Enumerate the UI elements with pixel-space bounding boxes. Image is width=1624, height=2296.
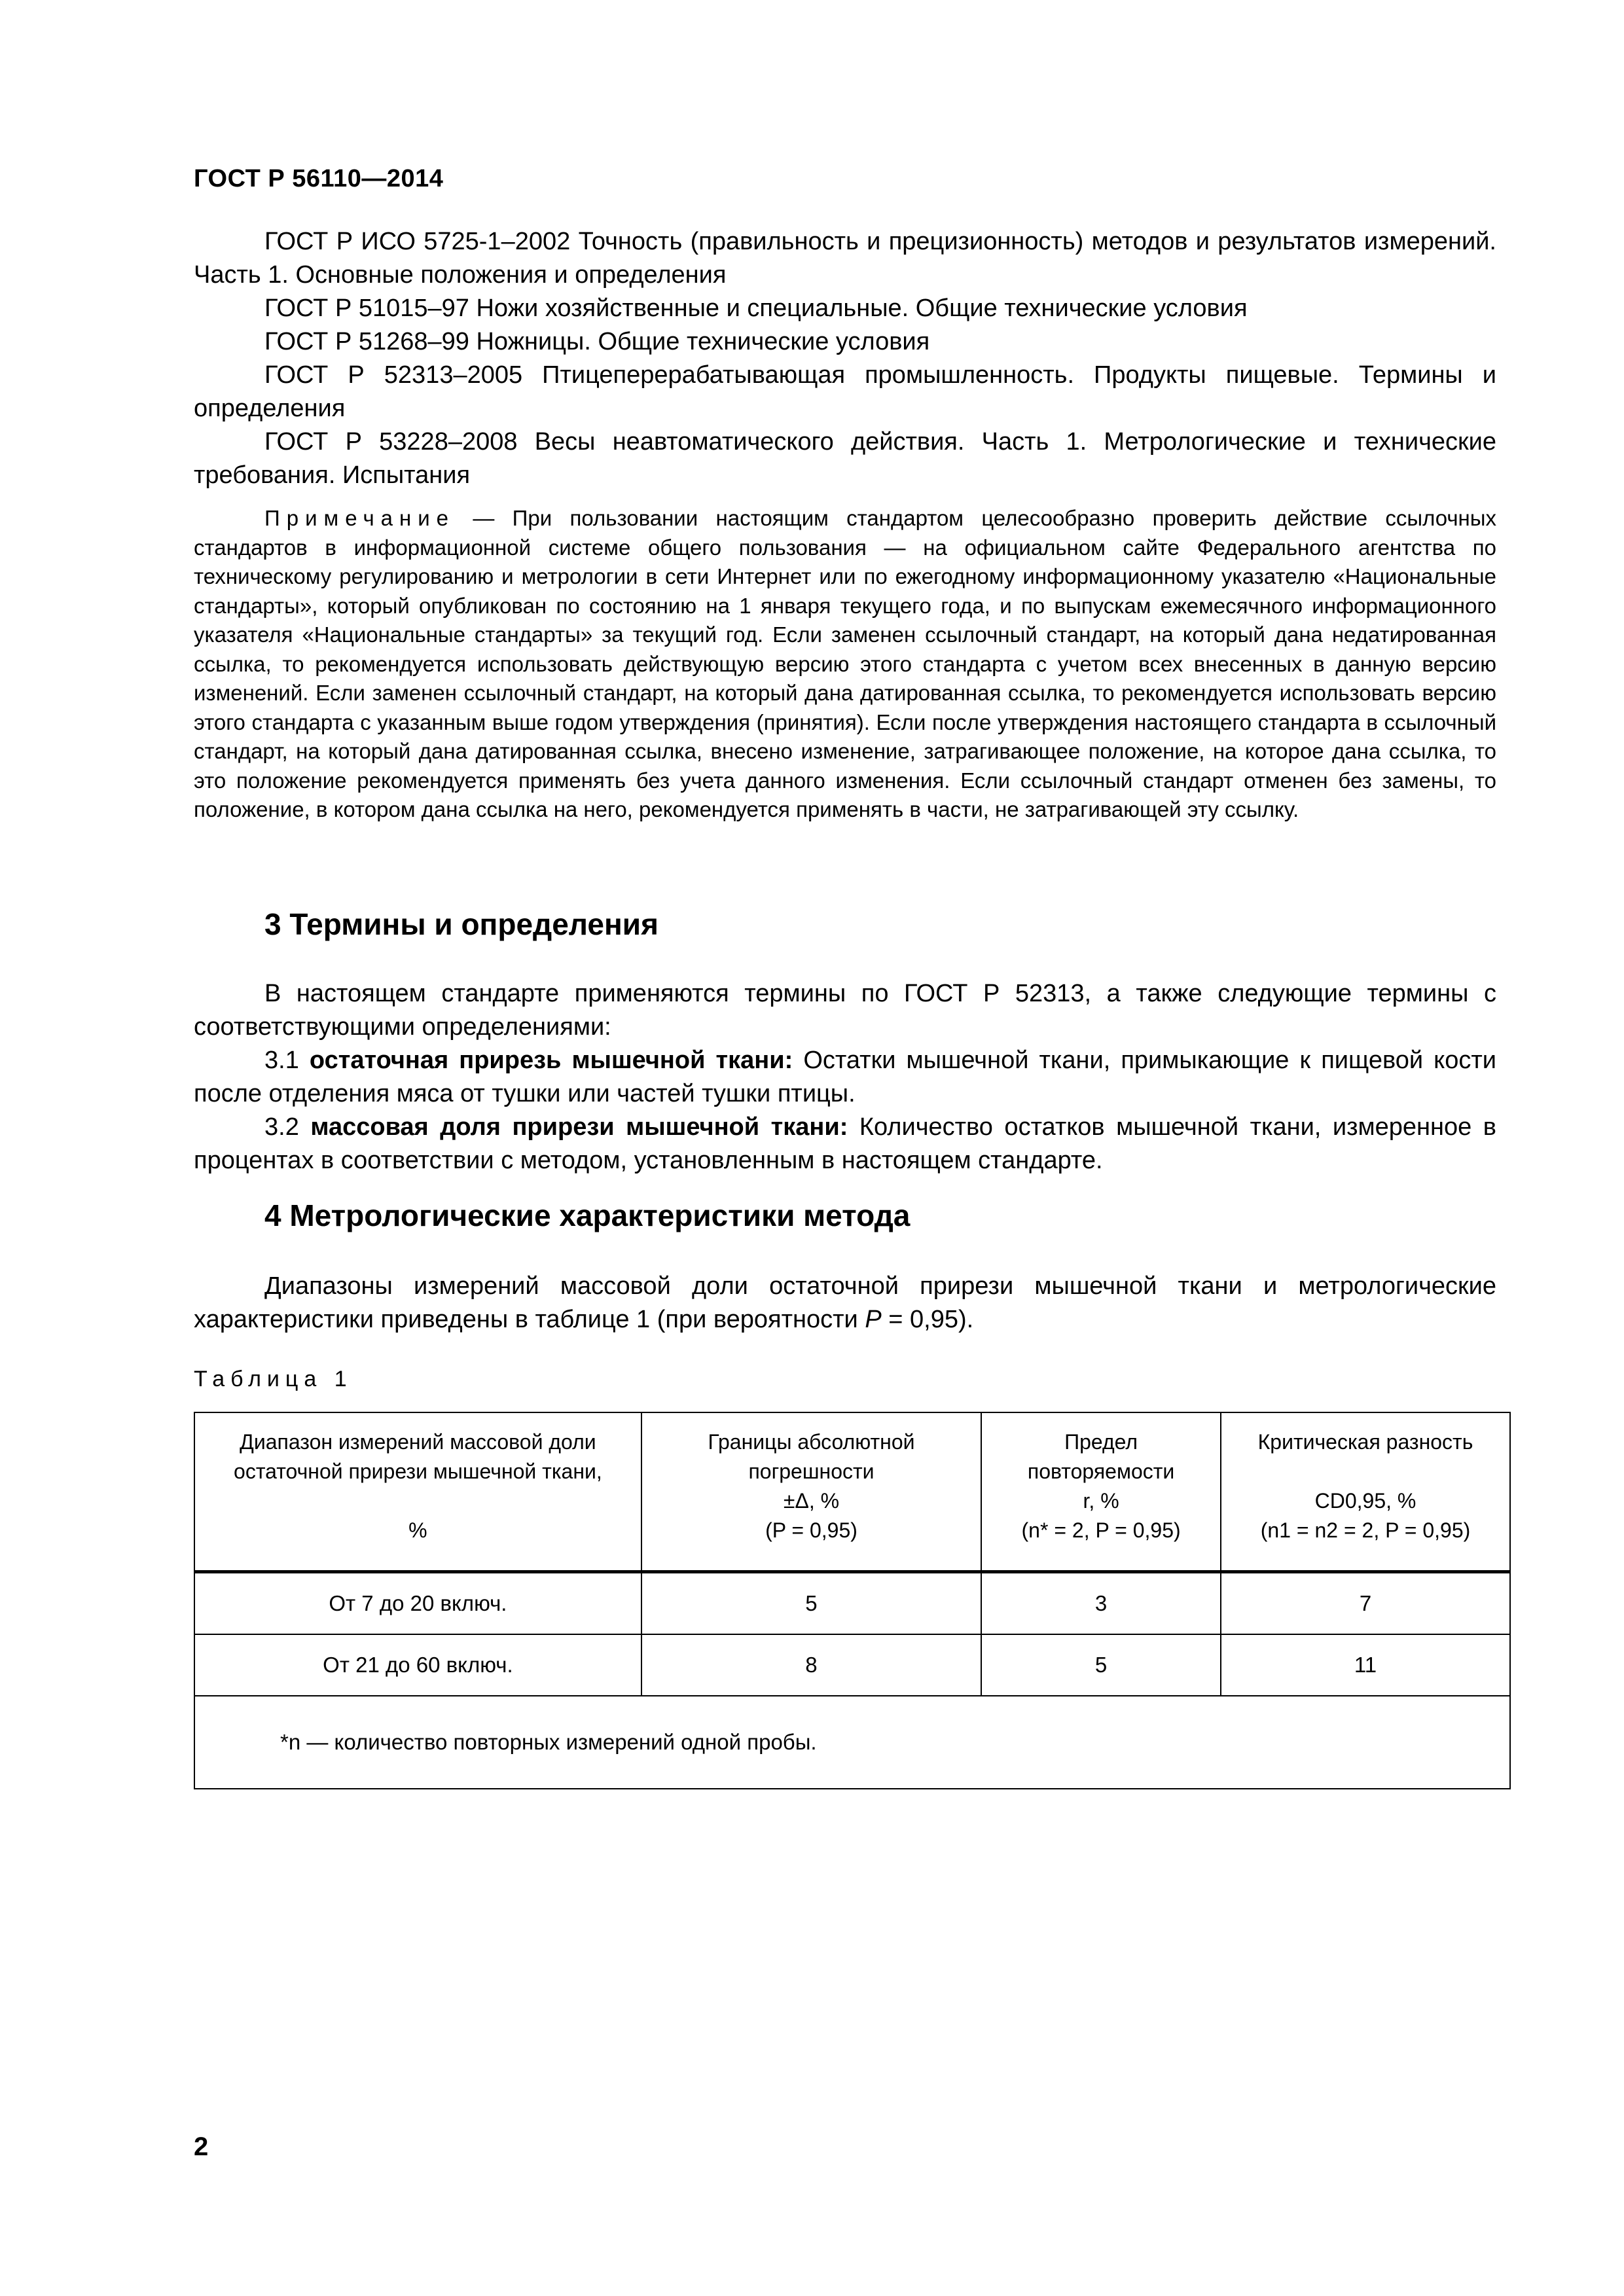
note-paragraph [194,504,1496,825]
section-3-intro: В настоящем стандарте применяются термины по ГОСТ Р 52313, а также следующие термины с соответствующими определениями: [194,980,1496,1041]
reference-item: ГОСТ Р 53228–2008 Весы неавтоматического действия. Часть 1. Метрологические и технические требования. Испытания [194,428,1496,489]
section-4-text: Диапазоны измерений массовой доли остаточной прирези мышечной ткани и метрологические характеристики приведены в таблице 1 (при вероятности P = 0,95). [194,1272,1496,1333]
header-critical-difference: Критическая разность CD0,95, % (n1 = n2 = 2, P = 0,95) [1221,1412,1510,1572]
note-text: — При пользовании настоящим стандартом целесообразно проверить действие ссылочных стандартов в информационной системе общего пользования — на официальном сайте Федерального агентства по техническому регулированию и метрологии в сети Интернет или по ежегодному информационному указателю «Национальные стандарты», который опубликован по состоянию на 1 января текущего года, и по выпускам ежемесячного информационного указателя «Национальные стандарты» за текущий год. Если заменен ссылочный стандарт, на который дана недатированная ссылка, то рекомендуется использовать действующую версию этого стандарта с учетом всех внесенных в данную версию изменений. Если заменен ссылочный стандарт, на который дана датированная ссылка, то рекомендуется использовать версию этого стандарта с указанным выше годом утверждения (принятия). Если после утверждения настоящего стандарта в ссылочный стандарт, на который дана датированная ссылка, внесено изменение, затрагивающее положение, на которое дана ссылка, то это положение рекомендуется применять без учета данного изменения. Если ссылочный стандарт отменен без замены, то положение, в котором дана ссылка на него, рекомендуется применять в части, не затрагивающей эту ссылку. [194,506,1496,821]
cell-range: От 7 до 20 включ. [194,1572,641,1635]
cell-critical-difference: 11 [1221,1634,1510,1696]
header-range: Диапазон измерений массовой доли остаточной прирези мышечной ткани, % [194,1412,641,1572]
document-header: ГОСТ Р 56110—2014 [194,165,444,192]
section-4-heading: 4 Метрологические характеристики метода [264,1198,911,1232]
term-3-1-name: остаточная прирезь мышечной ткани: [309,1047,793,1074]
metrology-table [194,1412,1511,1789]
table-row [194,1572,1510,1635]
section-3-body [194,977,1496,1177]
reference-item: ГОСТ Р 52313–2005 Птицеперерабатывающая промышленность. Продукты пищевые. Термины и определения [194,361,1496,422]
table-caption: Таблица 1 [194,1367,353,1391]
term-3-2: 3.2 массовая доля прирези мышечной ткани: Количество остатков мышечной ткани, измеренное в процентах в соответствии с методом, установленным в настоящем стандарте. [194,1113,1496,1174]
table-footnote-row [194,1696,1510,1789]
reference-item: ГОСТ Р 51015–97 Ножи хозяйственные и специальные. Общие технические условия [264,295,1248,322]
term-3-2-definition: Количество остатков мышечной ткани, измеренное в процентах в соответствии с методом, установленным в настоящем стандарте. [194,1113,1496,1174]
cell-critical-difference: 7 [1221,1572,1510,1635]
section-3-heading: 3 Термины и определения [264,907,659,941]
note-label: Примечание [264,506,456,530]
table-row [194,1634,1510,1696]
reference-item: ГОСТ Р 51268–99 Ножницы. Общие технические условия [264,328,930,355]
page-number: 2 [194,2132,209,2161]
term-3-1: 3.1 остаточная прирезь мышечной ткани: Остатки мышечной ткани, примыкающие к пищевой кости после отделения мяса от тушки или частей тушки птицы. [194,1047,1496,1107]
term-3-1-definition: Остатки мышечной ткани, примыкающие к пищевой кости после отделения мяса от тушки или частей тушки птицы. [194,1047,1496,1107]
reference-item: ГОСТ Р ИСО 5725-1–2002 Точность (правильность и прецизионность) методов и результатов измерений. Часть 1. Основные положения и определения [194,228,1496,289]
header-repeatability: Предел повторяемости r, % (n* = 2, P = 0,95) [981,1412,1221,1572]
cell-error: 8 [641,1634,981,1696]
cell-error: 5 [641,1572,981,1635]
cell-range: От 21 до 60 включ. [194,1634,641,1696]
cell-repeatability: 3 [981,1572,1221,1635]
term-3-2-name: массовая доля прирези мышечной ткани: [310,1113,848,1141]
header-error: Границы абсолютной погрешности ±Δ, % (P = 0,95) [641,1412,981,1572]
section-4-body [194,1270,1496,1336]
normative-references [194,225,1496,492]
table-footnote: *n — количество повторных измерений одной пробы. [194,1696,1510,1789]
cell-repeatability: 5 [981,1634,1221,1696]
